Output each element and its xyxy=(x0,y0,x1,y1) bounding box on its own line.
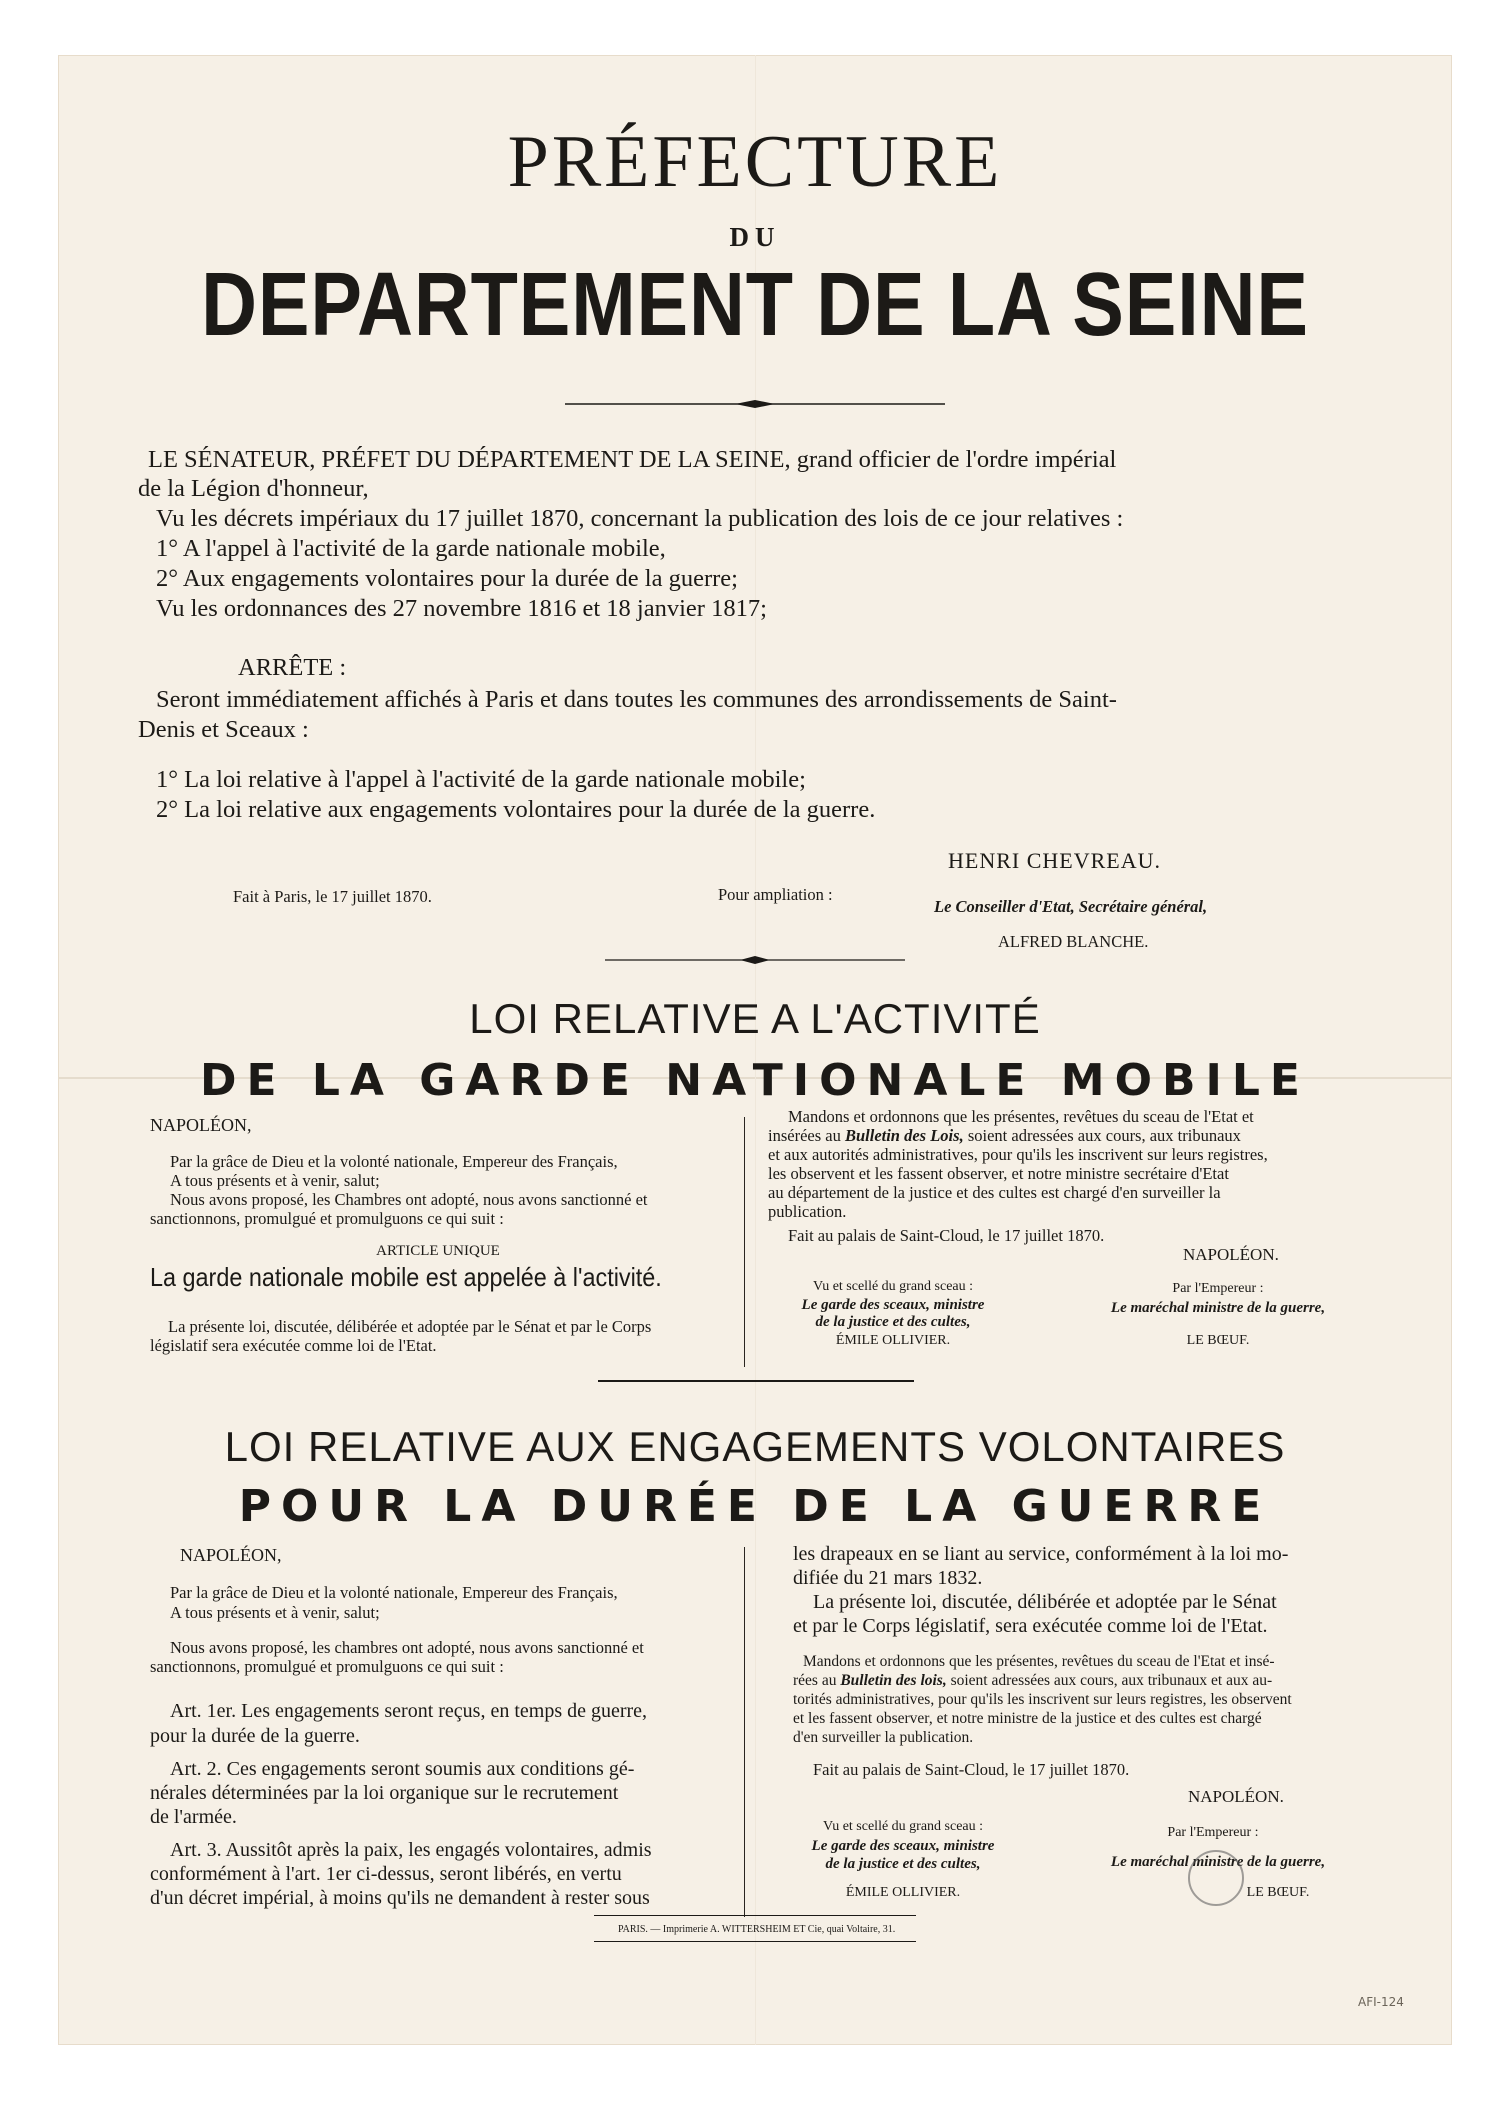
loi1-par-empereur: Par l'Empereur : xyxy=(1172,1281,1264,1296)
title-prefecture: PRÉFECTURE xyxy=(507,121,1003,203)
loi1-marechal: Le maréchal ministre de la guerre, xyxy=(1110,1300,1326,1316)
loi1-fait-palais: Fait au palais de Saint-Cloud, le 17 juillet 1870. xyxy=(788,1226,1105,1245)
arrete-loi-1: 1° La loi relative à l'appel à l'activité de la garde nationale mobile; xyxy=(156,766,806,793)
loi2-art2-2: nérales déterminées par la loi organique sur le recrutement xyxy=(150,1782,619,1804)
loi1-napoleon-sign: NAPOLÉON. xyxy=(1183,1245,1279,1264)
loi2-mandons-4: et les fassent observer, et notre ministre de la justice et des cultes est chargé xyxy=(793,1710,1262,1727)
loi2-art1-2: pour la durée de la guerre. xyxy=(150,1725,360,1747)
loi2-propose-2: sanctionnons, promulgué et promulguons ce qui suit : xyxy=(150,1657,504,1676)
loi1-marechal-name: LE BŒUF. xyxy=(1186,1333,1250,1348)
rule-loi-separator xyxy=(598,1380,914,1382)
loi2-grace-1: Par la grâce de Dieu et la volonté nationale, Empereur des Français, xyxy=(170,1583,618,1602)
loi2-art3-2: conformément à l'art. 1er ci-dessus, seront libérés, en vertu xyxy=(150,1863,622,1885)
archive-reference: AFI-124 xyxy=(1358,1995,1404,2009)
imprint-rule-bottom xyxy=(594,1941,916,1942)
loi2-mandons-5: d'en surveiller la publication. xyxy=(793,1729,974,1746)
conseiller-name: ALFRED BLANCHE. xyxy=(998,932,1149,951)
signer-chevreau: HENRI CHEVREAU. xyxy=(948,848,1161,873)
loi2-art2-3: de l'armée. xyxy=(150,1806,237,1828)
loi2-title-1: LOI RELATIVE AUX ENGAGEMENTS VOLONTAIRES xyxy=(224,1423,1286,1470)
ornament-divider xyxy=(58,397,1452,411)
loi2-napoleon-sign: NAPOLÉON. xyxy=(1188,1787,1284,1806)
arrete-heading: ARRÊTE : xyxy=(238,654,347,681)
loi2-marechal-name: LE BŒUF. xyxy=(1246,1885,1310,1900)
arrete-vu-ordonnances: Vu les ordonnances des 27 novembre 1816 et 18 janvier 1817; xyxy=(156,595,767,622)
loi2-art3-3: d'un décret impérial, à moins qu'ils ne demandent à rester sous xyxy=(150,1887,650,1909)
loi1-napoleon: NAPOLÉON, xyxy=(150,1115,252,1135)
loi2-column-rule xyxy=(744,1547,745,1917)
loi2-right-1: les drapeaux en se liant au service, conformément à la loi mo- xyxy=(793,1543,1289,1565)
loi1-mandons-4: les observent et les fassent observer, et notre ministre secrétaire d'Etat xyxy=(768,1164,1229,1183)
loi2-right-4: et par le Corps législatif, sera exécutée comme loi de l'Etat. xyxy=(793,1615,1268,1637)
loi2-title-2: POUR LA DURÉE DE LA GUERRE xyxy=(238,1481,1272,1532)
loi2-mandons-1: Mandons et ordonnons que les présentes, revêtues du sceau de l'Etat et insé- xyxy=(803,1653,1275,1670)
loi1-vu-scelle: Vu et scellé du grand sceau : xyxy=(812,1279,974,1294)
loi2-fait-palais: Fait au palais de Saint-Cloud, le 17 juillet 1870. xyxy=(813,1760,1130,1779)
loi1-presente-2: législatif sera exécutée comme loi de l'Etat. xyxy=(150,1336,437,1355)
loi2-art3-1: Art. 3. Aussitôt après la paix, les engagés volontaires, admis xyxy=(170,1839,652,1861)
loi1-garde-sceaux-2: de la justice et des cultes, xyxy=(815,1314,971,1330)
arrete-loi-2: 2° La loi relative aux engagements volontaires pour la durée de la guerre. xyxy=(156,796,876,823)
loi1-mandons-1: Mandons et ordonnons que les présentes, revêtues du sceau de l'Etat et xyxy=(788,1107,1254,1126)
loi2-garde-sceaux-2: de la justice et des cultes, xyxy=(825,1856,981,1872)
loi2-napoleon: NAPOLÉON, xyxy=(180,1545,282,1565)
loi1-mandons-3: et aux autorités administratives, pour qu'ils les inscrivent sur leurs registres, xyxy=(768,1145,1268,1164)
loi1-mandons-5: au département de la justice et des cultes est chargé d'en surveiller la xyxy=(768,1183,1221,1202)
loi1-column-rule xyxy=(744,1117,745,1367)
loi2-art2-1: Art. 2. Ces engagements seront soumis aux conditions gé- xyxy=(170,1758,635,1780)
ornament-divider-2 xyxy=(58,953,1452,967)
loi2-grace-2: A tous présents et à venir, salut; xyxy=(170,1603,380,1622)
archive-stamp-icon xyxy=(1188,1850,1244,1906)
loi1-mandons-2: insérées au Bulletin des Lois, soient adressées aux cours, aux tribunaux xyxy=(768,1126,1241,1145)
loi1-propose-2: sanctionnons, promulgué et promulguons ce qui suit : xyxy=(150,1209,504,1228)
loi2-vu-scelle: Vu et scellé du grand sceau : xyxy=(822,1819,984,1834)
title-du: DU xyxy=(729,222,781,252)
loi1-article-heading: ARTICLE UNIQUE xyxy=(376,1243,500,1259)
loi2-art1-1: Art. 1er. Les engagements seront reçus, en temps de guerre, xyxy=(170,1700,648,1722)
arrete-item-1: 1° A l'appel à l'activité de la garde nationale mobile, xyxy=(156,535,666,562)
loi1-title-2: DE LA GARDE NATIONALE MOBILE xyxy=(200,1055,1310,1106)
fait-a-paris: Fait à Paris, le 17 juillet 1870. xyxy=(233,887,432,906)
loi2-mandons-3: torités administratives, pour qu'ils les inscrivent sur leurs registres, les observent xyxy=(793,1691,1292,1708)
loi1-grace-1: Par la grâce de Dieu et la volonté nationale, Empereur des Français, xyxy=(170,1152,618,1171)
loi1-title-1: LOI RELATIVE A L'ACTIVITÉ xyxy=(469,995,1041,1042)
loi1-presente-1: La présente loi, discutée, délibérée et adoptée par le Sénat et par le Corps xyxy=(168,1317,652,1336)
conseiller-title: Le Conseiller d'Etat, Secrétaire général, xyxy=(934,897,1208,916)
title-departement: DEPARTEMENT DE LA SEINE xyxy=(201,255,1309,355)
loi2-right-3: La présente loi, discutée, délibérée et adoptée par le Sénat xyxy=(813,1591,1277,1613)
loi2-mandons-2: rées au Bulletin des lois, soient adressées aux cours, aux tribunaux et aux au- xyxy=(793,1672,1273,1689)
loi2-par-empereur: Par l'Empereur : xyxy=(1167,1825,1259,1840)
arrete-seront-2: Denis et Sceaux : xyxy=(138,716,309,743)
loi1-propose-1: Nous avons proposé, les Chambres ont adopté, nous avons sanctionné et xyxy=(170,1190,648,1209)
loi1-mandons-6: publication. xyxy=(768,1202,847,1221)
loi2-right-2: difiée du 21 mars 1832. xyxy=(793,1567,983,1589)
pour-ampliation: Pour ampliation : xyxy=(718,885,833,904)
loi2-garde-sceaux-1: Le garde des sceaux, ministre xyxy=(811,1838,995,1854)
printer-imprint: PARIS. — Imprimerie A. WITTERSHEIM ET Cie, quai Voltaire, 31. xyxy=(618,1924,896,1935)
loi2-marechal: Le maréchal ministre de la guerre, xyxy=(1110,1854,1326,1870)
arrete-intro-2: de la Légion d'honneur, xyxy=(138,475,369,502)
loi2-garde-sceaux-name: ÉMILE OLLIVIER. xyxy=(845,1885,961,1900)
arrete-item-2: 2° Aux engagements volontaires pour la durée de la guerre; xyxy=(156,565,738,592)
loi1-grace-2: A tous présents et à venir, salut; xyxy=(170,1171,380,1190)
arrete-intro-1: LE SÉNATEUR, PRÉFET DU DÉPARTEMENT DE LA SEINE, grand officier de l'ordre impérial xyxy=(148,446,1117,473)
loi2-propose-1: Nous avons proposé, les chambres ont adopté, nous avons sanctionné et xyxy=(170,1638,644,1657)
loi1-garde-sceaux-1: Le garde des sceaux, ministre xyxy=(801,1297,985,1313)
arrete-seront-1: Seront immédiatement affichés à Paris et dans toutes les communes des arrondissements de Saint- xyxy=(156,686,1117,713)
loi1-garde-sceaux-name: ÉMILE OLLIVIER. xyxy=(835,1333,951,1348)
arrete-vu-decrets: Vu les décrets impériaux du 17 juillet 1870, concernant la publication des lois de ce jour relatives : xyxy=(156,505,1124,532)
poster-sheet xyxy=(58,55,1452,2045)
loi1-article-text: La garde nationale mobile est appelée à l'activité. xyxy=(150,1262,662,1292)
imprint-rule xyxy=(594,1915,916,1916)
